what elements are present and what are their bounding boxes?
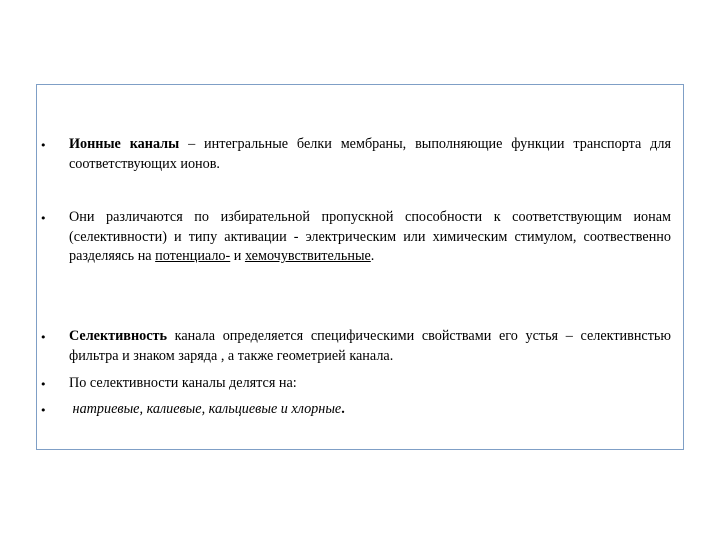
paragraph-channel-types <box>69 400 671 420</box>
paragraph-selectivity <box>69 327 671 366</box>
term-selectivity: Селективность <box>69 328 167 344</box>
paragraph-classification: По селективности каналы делятся на: <box>69 375 297 391</box>
paragraph-ion-channels <box>69 135 671 174</box>
final-period: . <box>341 401 345 417</box>
bullet-icon: • <box>40 404 47 417</box>
selectivity-text: канала определяется специфическими свойствами его устья – селективнстью фильтра и знаком заряда , а также геометрией канала. <box>69 328 671 364</box>
conjunction-text: и <box>230 248 245 264</box>
bullet-icon: • <box>40 331 47 344</box>
bullet-icon: • <box>40 212 47 225</box>
term-chemosensitive: хемочувствительные <box>244 248 371 264</box>
definition-text: – интегральные белки мембраны, выполняющие функции транспорта для соответствующих ионов. <box>69 136 671 172</box>
bullet-icon: • <box>40 378 47 391</box>
term-ion-channels: Ионные каналы <box>69 136 180 152</box>
channel-types-list: натриевые, калиевые, кальциевые и хлорные <box>69 401 342 417</box>
paragraph-differences <box>69 208 671 267</box>
period-text: . <box>370 248 375 264</box>
differences-text: Они различаются по избирательной пропускной способности к соответствующим ионам (селективности) и типу активации - электрическим или химическим стимулом, соотвественно разделяясь на <box>69 209 671 264</box>
term-voltage-gated: потенциало- <box>155 248 231 264</box>
bullet-icon: • <box>40 139 47 152</box>
